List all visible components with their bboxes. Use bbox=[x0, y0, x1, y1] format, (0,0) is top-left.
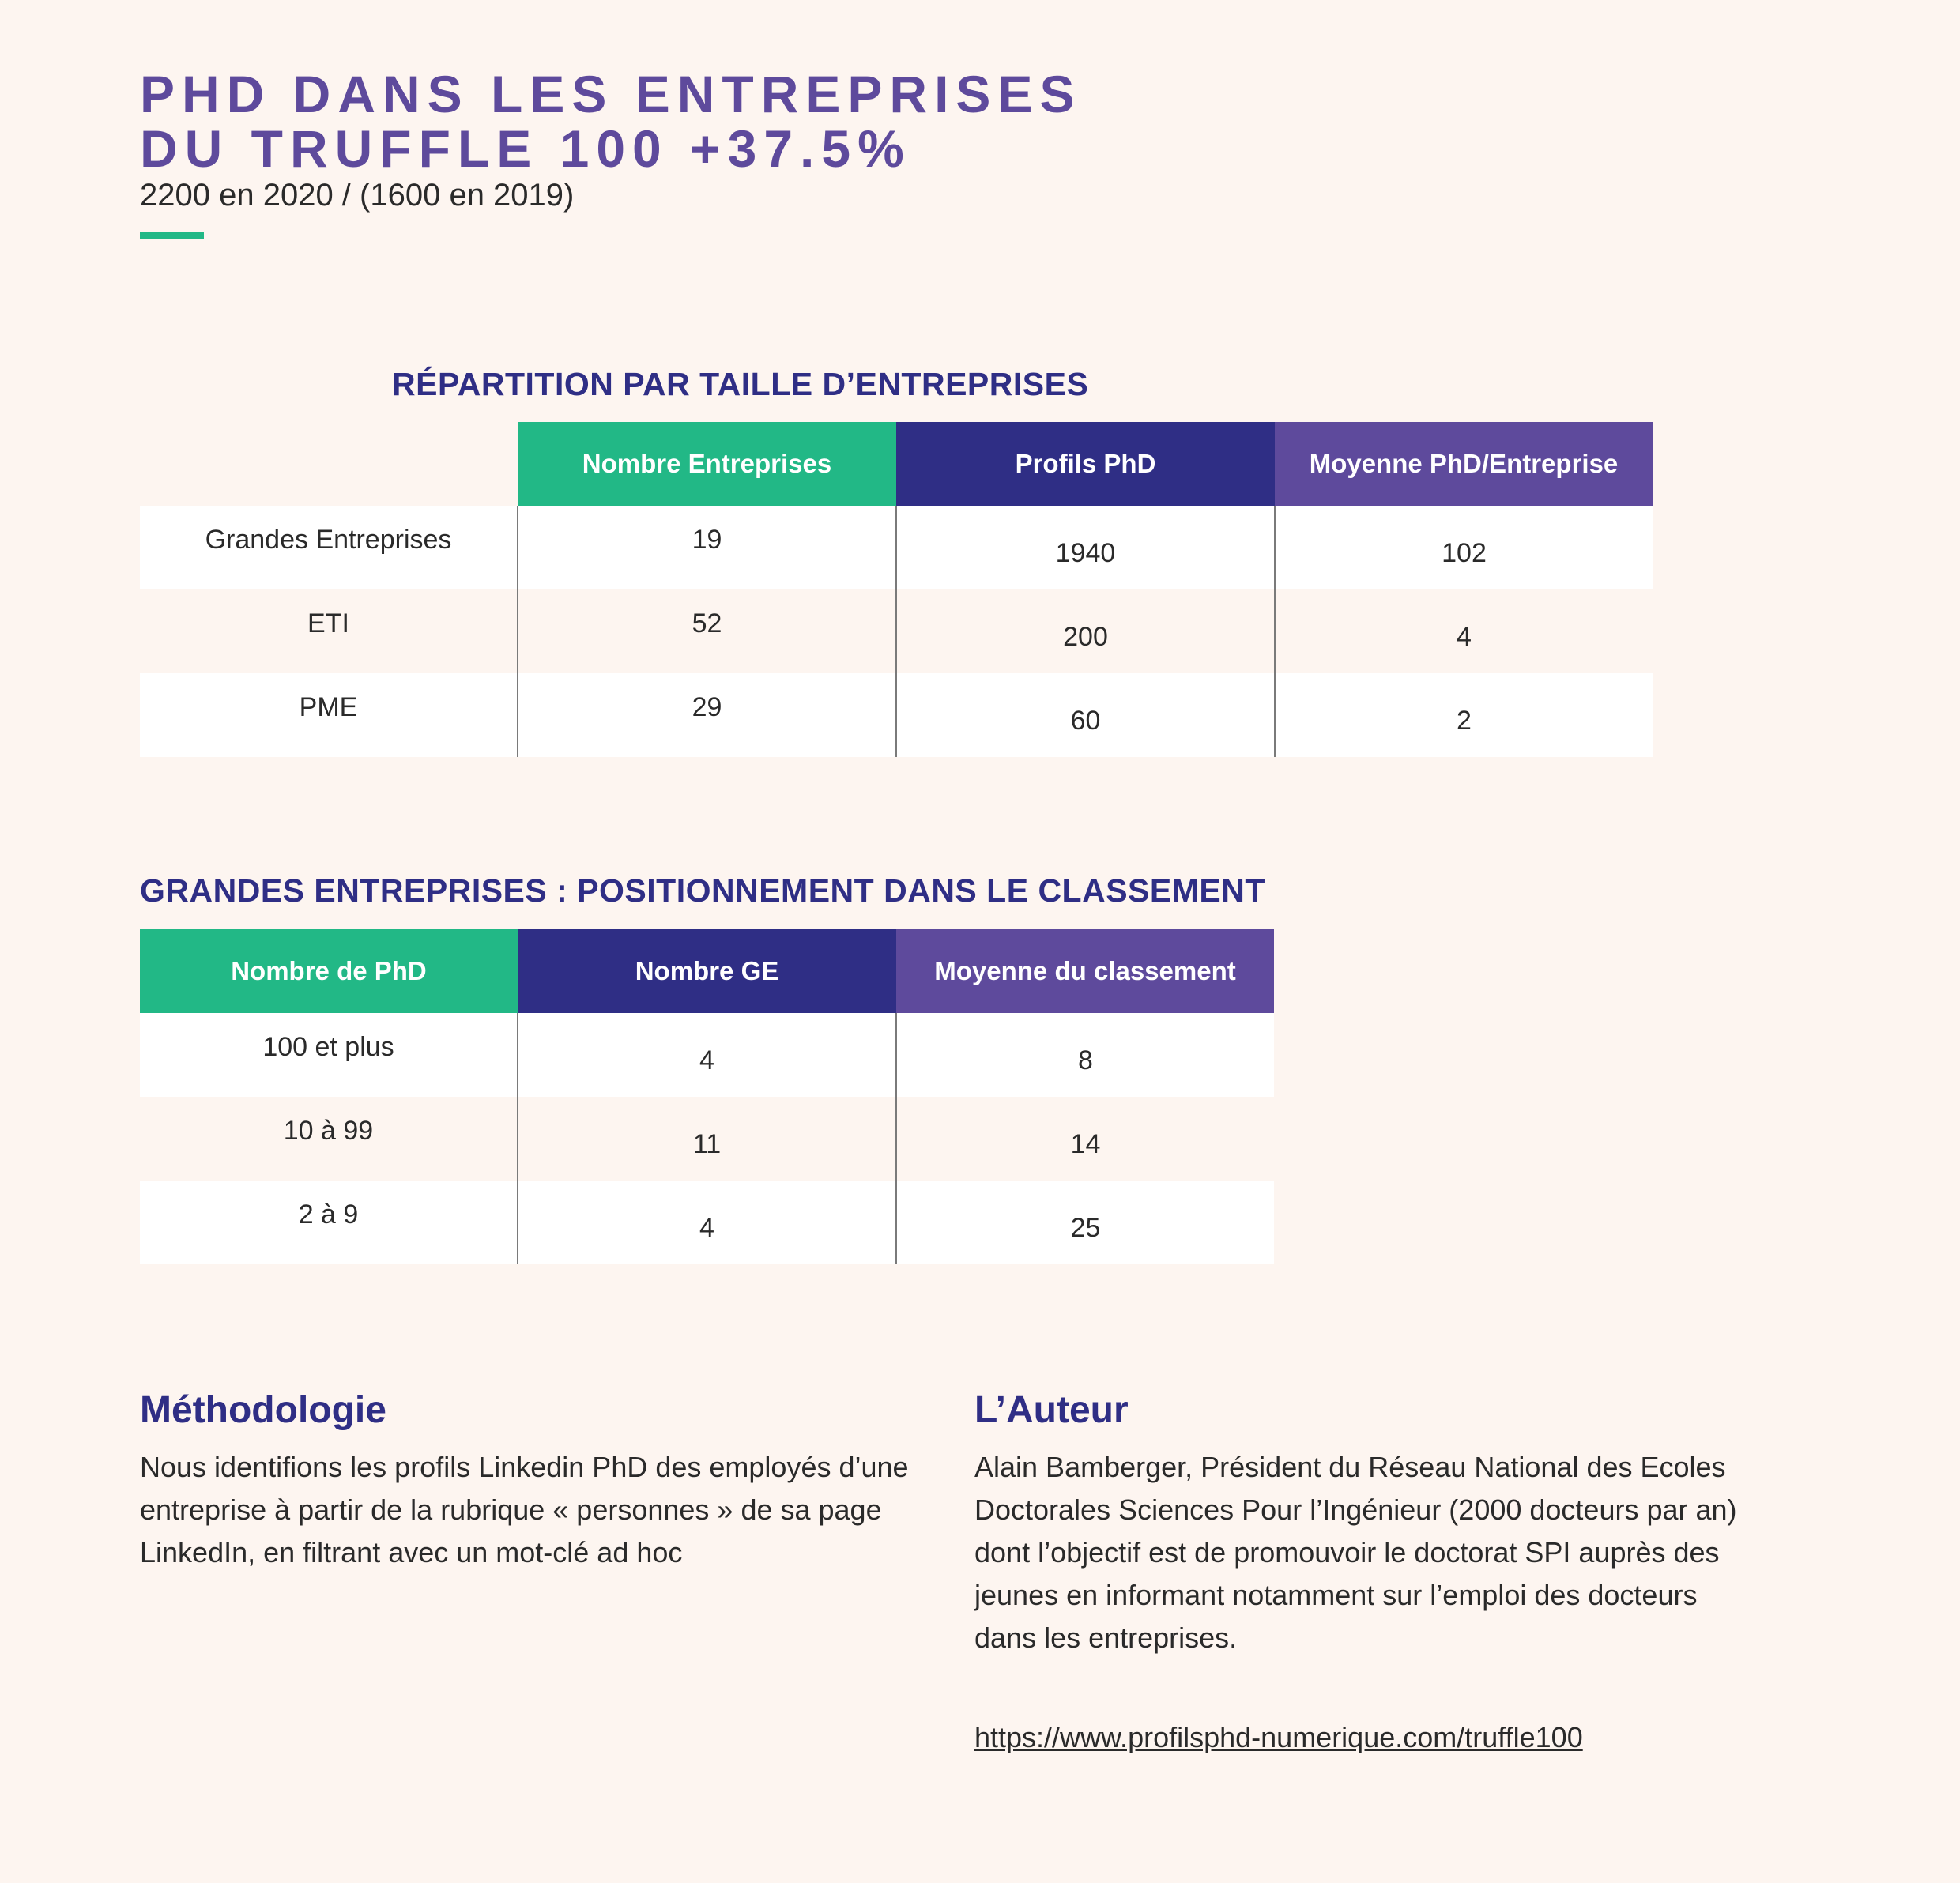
cell-moyenne-classement: 14 bbox=[896, 1097, 1274, 1181]
row-label: 2 à 9 bbox=[140, 1181, 518, 1264]
cell-nombre-ge: 4 bbox=[518, 1181, 896, 1264]
table2-header-moyenne-classement: Moyenne du classement bbox=[896, 929, 1274, 1013]
page-subtitle: 2200 en 2020 / (1600 en 2019) bbox=[140, 178, 575, 213]
methodologie-heading: Méthodologie bbox=[140, 1389, 386, 1431]
cell-profils-phd: 60 bbox=[896, 673, 1275, 757]
table1-header-nombre-entreprises: Nombre Entreprises bbox=[518, 422, 896, 506]
cell-profils-phd: 1940 bbox=[896, 506, 1275, 589]
row-label: Grandes Entreprises bbox=[140, 506, 518, 589]
table1-header-row bbox=[140, 422, 1653, 506]
table2-header-nombre-phd: Nombre de PhD bbox=[140, 929, 518, 1013]
table2-heading: GRANDES ENTREPRISES : POSITIONNEMENT DANS LE CLASSEMENT bbox=[140, 872, 1265, 909]
methodologie-text: Nous identifions les profils Linkedin PhD des employés d’une entreprise à partir de la rubrique « personnes » de sa page LinkedIn, en filtrant avec un mot-clé ad hoc bbox=[140, 1451, 909, 1569]
page-title-line-2: DU TRUFFLE 100 +37.5% bbox=[140, 119, 911, 178]
cell-moyenne: 4 bbox=[1275, 589, 1653, 673]
row-label: ETI bbox=[140, 589, 518, 673]
table2-header-row bbox=[140, 929, 1274, 1013]
cell-nombre-ge: 11 bbox=[518, 1097, 896, 1181]
row-label: 100 et plus bbox=[140, 1013, 518, 1097]
cell-nombre-ge: 4 bbox=[518, 1013, 896, 1097]
company-size-table bbox=[140, 422, 1653, 757]
cell-moyenne: 102 bbox=[1275, 506, 1653, 589]
table1-header-moyenne: Moyenne PhD/Entreprise bbox=[1275, 422, 1653, 506]
table1-header-profils-phd: Profils PhD bbox=[896, 422, 1275, 506]
cell-moyenne-classement: 8 bbox=[896, 1013, 1274, 1097]
table1-heading: RÉPARTITION PAR TAILLE D’ENTREPRISES bbox=[392, 366, 1089, 402]
cell-profils-phd: 200 bbox=[896, 589, 1275, 673]
accent-divider bbox=[140, 232, 204, 239]
auteur-heading: L’Auteur bbox=[974, 1389, 1129, 1431]
auteur-text: Alain Bamberger, Président du Réseau National des Ecoles Doctorales Sciences Pour l’Ingénieur (2000 docteurs par an) dont l’objectif est de promouvoir le doctorat SPI auprès des jeunes en informant notamment sur l’emploi des docteurs dans les entreprises. bbox=[974, 1451, 1737, 1654]
table-row bbox=[140, 589, 1653, 673]
page-title-line-1: PHD DANS LES ENTREPRISES bbox=[140, 65, 1082, 123]
cell-moyenne: 2 bbox=[1275, 673, 1653, 757]
cell-nombre-entreprises: 29 bbox=[518, 673, 896, 757]
truffle100-link[interactable]: https://www.profilsphd-numerique.com/truffle100 bbox=[974, 1721, 1583, 1753]
table-row bbox=[140, 506, 1653, 589]
cell-nombre-entreprises: 19 bbox=[518, 506, 896, 589]
cell-moyenne-classement: 25 bbox=[896, 1181, 1274, 1264]
table-row bbox=[140, 673, 1653, 757]
table-row bbox=[140, 1181, 1274, 1264]
row-label: 10 à 99 bbox=[140, 1097, 518, 1181]
row-label: PME bbox=[140, 673, 518, 757]
table-row bbox=[140, 1013, 1274, 1097]
table1-header-empty bbox=[140, 422, 518, 506]
table2-header-nombre-ge: Nombre GE bbox=[518, 929, 896, 1013]
ranking-table bbox=[140, 929, 1274, 1264]
table-row bbox=[140, 1097, 1274, 1181]
cell-nombre-entreprises: 52 bbox=[518, 589, 896, 673]
